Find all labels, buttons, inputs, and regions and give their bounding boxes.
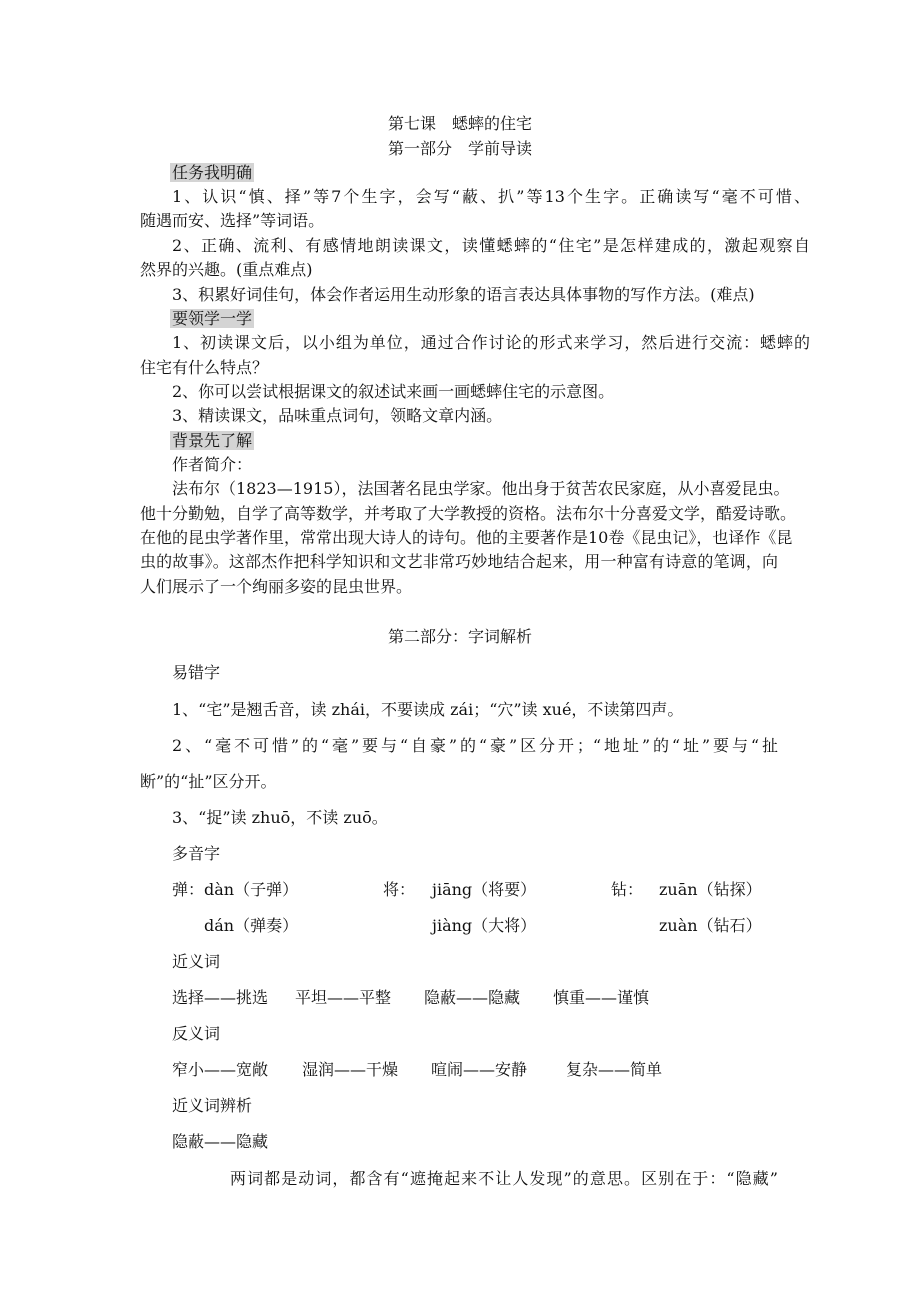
task-line-4: 然界的兴趣。(重点难点)	[140, 260, 313, 279]
distinguish-pair: 隐蔽——隐藏	[172, 1132, 269, 1151]
bio-line-4: 虫的故事》。这部杰作把科学知识和文艺非常巧妙地结合起来，用一种富有诗意的笔调，向	[140, 552, 778, 571]
polyphone-dan-2: dán（弹奏）	[204, 916, 299, 935]
learn-line-3: 2、你可以尝试根据课文的叙述试来画一画蟋蟀住宅的示意图。	[172, 382, 615, 401]
polyphone-label: 多音字	[172, 844, 221, 863]
bio-line-2: 他十分勤勉，自学了高等数学，并考取了大学教授的资格。法布尔十分喜爱文学，酷爱诗歌。	[140, 504, 797, 523]
synonym-item: 平坦——平整	[295, 988, 392, 1007]
bio-line-1: 法布尔（1823—1915），法国著名昆虫学家。他出身于贫苦农民家庭，从小喜爱昆虫。	[172, 479, 790, 498]
synonym-item: 慎重——谨慎	[553, 988, 650, 1007]
polyphone-dan-1: 弹：dàn（子弹）	[172, 880, 299, 899]
typo-line-4: 3、“捉”读 zhuō，不读 zuō。	[172, 808, 388, 827]
learn-header: 要领学一学	[172, 309, 253, 328]
typo-label: 易错字	[172, 663, 221, 682]
task-line-3: 2、正确、流利、有感情地朗读课文，读懂蟋蟀的“住宅”是怎样建成的，激起观察自	[172, 236, 810, 255]
section-title-part2: 第二部分：字词解析	[387, 627, 532, 646]
section-title-part1: 第一部分 学前导读	[387, 139, 532, 158]
synonym-item: 选择——挑选	[172, 988, 269, 1007]
learn-line-2: 住宅有什么特点？	[140, 358, 269, 377]
polyphone-jiang-1: jiāng（将要）	[432, 880, 537, 899]
polyphone-zuan-2: zuàn（钻石）	[659, 916, 762, 935]
antonym-item: 复杂——简单	[566, 1060, 663, 1079]
typo-line-2: 2、“毫不可惜”的“毫”要与“自豪”的“豪”区分开；“地址”的“址”要与“扯	[172, 736, 778, 755]
tasks-header: 任务我明确	[172, 163, 253, 182]
antonym-item: 窄小——宽敞	[172, 1060, 269, 1079]
polyphone-jiang-label: 将：	[383, 880, 416, 899]
task-line-1: 1、认识“慎、择”等7个生字，会写“蔽、扒”等13个生字。正确读写“毫不可惜、	[172, 187, 810, 206]
synonym-item: 隐蔽——隐藏	[424, 988, 521, 1007]
background-header: 背景先了解	[172, 431, 253, 450]
lesson-title: 第七课 蟋蟀的住宅	[387, 114, 532, 133]
typo-line-3: 断”的“扯”区分开。	[140, 772, 277, 791]
distinguish-label: 近义词辨析	[172, 1096, 253, 1115]
polyphone-jiang-2: jiàng（大将）	[432, 916, 537, 935]
distinguish-text: 两词都是动词，都含有“遮掩起来不让人发现”的意思。区别在于：“隐藏”	[230, 1169, 778, 1188]
task-line-5: 3、积累好词佳句，体会作者运用生动形象的语言表达具体事物的写作方法。(难点)	[172, 285, 755, 304]
antonyms-label: 反义词	[172, 1024, 221, 1043]
antonym-item: 喧闹——安静	[431, 1060, 528, 1079]
antonym-item: 湿润——干燥	[302, 1060, 399, 1079]
author-intro-label: 作者简介：	[172, 455, 253, 474]
synonyms-label: 近义词	[172, 952, 221, 971]
learn-line-4: 3、精读课文，品味重点词句，领略文章内涵。	[172, 406, 503, 425]
bio-line-5: 人们展示了一个绚丽多姿的昆虫世界。	[140, 577, 413, 596]
typo-line-1: 1、“宅”是翘舌音，读 zhái，不要读成 zái；“穴”读 xué，不读第四声。	[172, 700, 684, 719]
task-line-2: 随遇而安、选择”等词语。	[140, 211, 325, 230]
learn-line-1: 1、初读课文后，以小组为单位，通过合作讨论的形式来学习，然后进行交流：蟋蟀的	[172, 333, 810, 352]
polyphone-zuan-label: 钻：	[611, 880, 644, 899]
polyphone-zuan-1: zuān（钻探）	[659, 880, 762, 899]
bio-line-3: 在他的昆虫学著作里，常常出现大诗人的诗句。他的主要著作是10卷《昆虫记》，也译作《昆	[140, 528, 793, 547]
